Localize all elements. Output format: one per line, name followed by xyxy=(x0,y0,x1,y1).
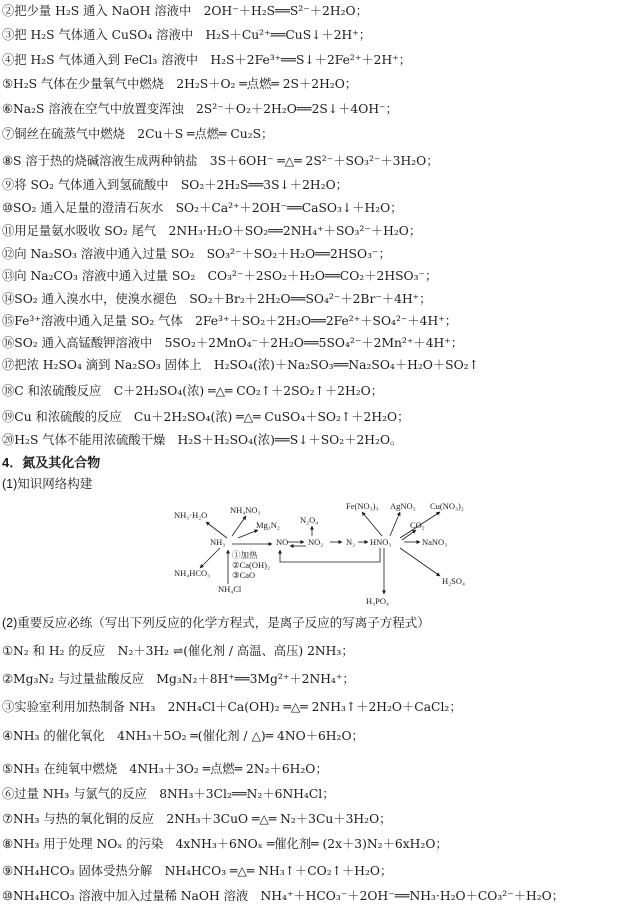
diagram-arrow xyxy=(400,548,440,576)
diagram-label: N₂ xyxy=(346,537,356,547)
equation-line: ⑱C 和浓硫酸反应 C＋2H₂SO₄(浓) ═△═ CO₂↑＋2SO₂↑＋2H₂O； xyxy=(2,384,384,398)
equation-line: ④NH₃ 的催化氧化 4NH₃＋5O₂ ═(催化剂 / △)═ 4NO＋6H₂O； xyxy=(2,729,364,743)
diagram-label: NH₃ xyxy=(210,537,226,547)
equation-line: ②Mg₃N₂ 与过量盐酸反应 Mg₃N₂＋8H⁺══3Mg²⁺＋2NH₄⁺； xyxy=(2,672,355,686)
diagram-arrow xyxy=(390,512,400,536)
diagram-arrow xyxy=(238,530,258,538)
section-title: 4．氮及其化合物 xyxy=(2,455,101,470)
equation-line: ③实验室利用加热制备 NH₃ 2NH₄Cl＋Ca(OH)₂ ═△═ 2NH₃↑＋2H₂O＋CaCl₂； xyxy=(2,700,462,714)
diagram-label: ①加热 xyxy=(232,550,258,560)
diagram-label: CO₂ xyxy=(410,520,425,530)
equation-line: ⑤H₂S 气体在少量氧气中燃烧 2H₂S＋O₂ ═点燃═ 2S＋2H₂O； xyxy=(2,77,358,91)
diagram-label: Fe(NO₃)₃ xyxy=(346,501,379,511)
equation-line: ⑨NH₄HCO₃ 固体受热分解 NH₄HCO₃ ═△═ NH₃↑＋CO₂↑＋H₂O； xyxy=(2,864,393,878)
diagram-label: ②Ca(OH)₂ xyxy=(232,560,270,570)
diagram-label: NaNO₃ xyxy=(422,537,448,547)
equation-line: ⑲Cu 和浓硫酸的反应 Cu＋2H₂SO₄(浓) ═△═ CuSO₄＋SO₂↑＋2H₂O； xyxy=(2,410,410,424)
equation-line: ⑪用足量氨水吸收 SO₂ 尾气 2NH₃·H₂O＋SO₂══2NH₄⁺＋SO₃²⁻＋H₂O； xyxy=(2,224,422,238)
diagram-label: NH₄NO₃ xyxy=(230,505,261,515)
diagram-label: Mg₃N₂ xyxy=(256,520,280,530)
equation-line: ⑰把浓 H₂SO₄ 滴到 Na₂SO₃ 固体上 H₂SO₄(浓)＋Na₂SO₃══Na₂SO₄＋H₂O＋SO₂↑ xyxy=(2,358,479,372)
diagram-arrow xyxy=(206,522,227,538)
equation-line: ⑨将 SO₂ 气体通入到氢硫酸中 SO₂＋2H₂S══3S↓＋2H₂O； xyxy=(2,178,348,192)
equation-line: ⑮Fe³⁺溶液中通入足量 SO₂ 气体 2Fe³⁺＋SO₂＋2H₂O══2Fe²⁺＋SO₄²⁻＋4H⁺； xyxy=(2,314,458,328)
equation-line: ⑯SO₂ 通入高锰酸钾溶液中 5SO₂＋2MnO₄⁻＋2H₂O══5SO₄²⁻＋2Mn²⁺＋4H⁺； xyxy=(2,336,464,350)
equation-line: ①N₂ 和 H₂ 的反应 N₂＋3H₂ ⇌(催化剂 / 高温、高压) 2NH₃； xyxy=(2,644,354,658)
knowledge-network-heading: (1)知识网络构建 xyxy=(2,477,93,491)
diagram-label: AgNO₃ xyxy=(390,501,416,511)
equation-line: ⑦NH₃ 与热的氧化铜的反应 2NH₃＋3CuO ═△═ N₂＋3Cu＋3H₂O； xyxy=(2,812,392,826)
diagram-arrow xyxy=(362,512,382,536)
equation-line: ③把 H₂S 气体通入 CuSO₄ 溶液中 H₂S＋Cu²⁺══CuS↓＋2H⁺； xyxy=(2,28,372,42)
nitrogen-network-diagram xyxy=(170,496,470,610)
diagram-label: NH₄HCO₃ xyxy=(174,568,211,578)
diagram-label: HNO₃ xyxy=(370,537,392,547)
diagram-arrow xyxy=(400,512,440,538)
equation-line: ⑩SO₂ 通入足量的澄清石灰水 SO₂＋Ca²⁺＋2OH⁻══CaSO₃↓＋H₂O； xyxy=(2,201,403,215)
diagram-label: NH₄Cl xyxy=(218,584,242,594)
equation-line: ⑥过量 NH₃ 与氯气的反应 8NH₃＋3Cl₂══N₂＋6NH₄Cl； xyxy=(2,787,335,801)
equation-line: ⑬向 Na₂CO₃ 溶液中通入过量 SO₂ CO₃²⁻＋2SO₂＋H₂O══CO₂＋2HSO₃⁻； xyxy=(2,269,438,283)
equation-line: ④把 H₂S 气体通入到 FeCl₃ 溶液中 H₂S＋2Fe³⁺══S↓＋2Fe²⁺＋2H⁺； xyxy=(2,53,411,67)
equation-line: ⑫向 Na₂SO₃ 溶液中通入过量 SO₂ SO₃²⁻＋SO₂＋H₂O══2HSO₃⁻； xyxy=(2,247,391,261)
equation-line: ⑧S 溶于热的烧碱溶液生成两种钠盐 3S＋6OH⁻ ═△═ 2S²⁻＋SO₃²⁻＋3H₂O； xyxy=(2,154,439,168)
equation-line: ⑥Na₂S 溶液在空气中放置变浑浊 2S²⁻＋O₂＋2H₂O══2S↓＋4OH⁻； xyxy=(2,102,398,116)
diagram-label: ③CaO xyxy=(232,570,256,580)
equation-line: ⑦铜丝在硫蒸气中燃烧 2Cu＋S ═点燃═ Cu₂S； xyxy=(2,127,274,141)
equation-line: ⑭SO₂ 通入溴水中，使溴水褪色 SO₂＋Br₂＋2H₂O══SO₄²⁻＋2Br⁻＋4H⁺； xyxy=(2,292,432,306)
diagram-label: NO₂ xyxy=(308,537,324,547)
equation-line: ⑳H₂S 气体不能用浓硫酸干燥 H₂S＋H₂SO₄(浓)══S↓＋SO₂＋2H₂O。 xyxy=(2,433,403,447)
diagram-label: H₂SO₄ xyxy=(442,576,465,586)
diagram-label: N₂O₄ xyxy=(300,515,319,525)
practice-heading: (2)重要反应必练（写出下列反应的化学方程式，是离子反应的写离子方程式） xyxy=(2,616,430,630)
diagram-label: NH₃·H₂O xyxy=(174,510,208,520)
diagram-arrow xyxy=(280,548,380,562)
diagram-label: H₃PO₄ xyxy=(366,596,389,606)
equation-line: ⑩NH₄HCO₃ 溶液中加入过量稀 NaOH 溶液 NH₄⁺＋HCO₃⁻＋2OH⁻══NH₃·H₂O＋CO₃²⁻＋H₂O； xyxy=(2,889,565,903)
equation-line: ⑧NH₃ 用于处理 NOₓ 的污染 4xNH₃＋6NOₓ ═催化剂═ (2x＋3)N₂＋6xH₂O； xyxy=(2,837,448,851)
diagram-label: NO xyxy=(276,537,289,547)
diagram-arrow xyxy=(232,516,246,536)
equation-line: ⑤NH₃ 在纯氧中燃烧 4NH₃＋3O₂ ═点燃═ 2N₂＋6H₂O； xyxy=(2,762,328,776)
diagram-label: Cu(NO₃)₂ xyxy=(430,501,464,511)
equation-line: ②把少量 H₂S 通入 NaOH 溶液中 2OH⁻＋H₂S══S²⁻＋2H₂O； xyxy=(2,4,368,18)
diagram-arrow xyxy=(200,548,220,568)
